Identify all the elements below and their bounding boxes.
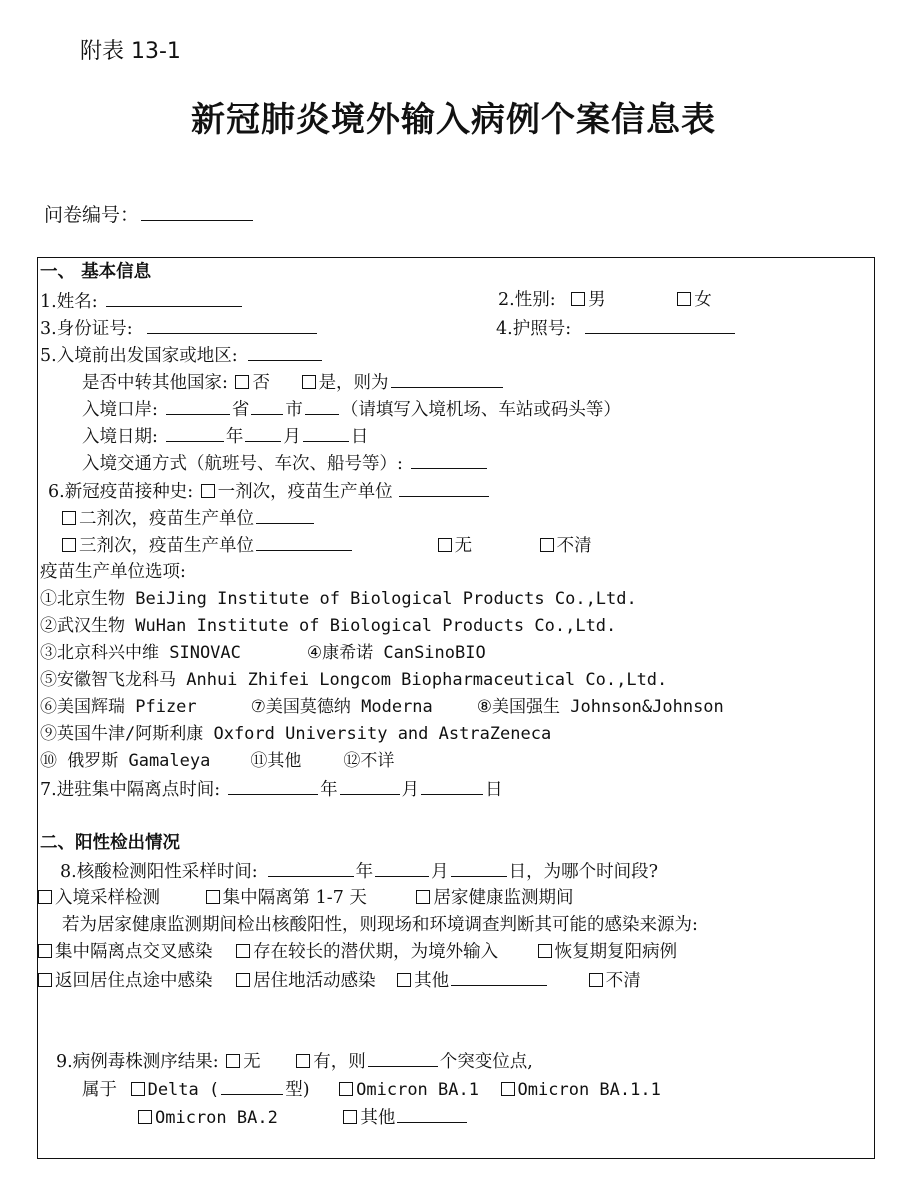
sample-month-label: 月: [431, 862, 449, 882]
quarantine-month-label: 月: [401, 780, 420, 800]
sequencing-yes-checkbox[interactable]: [296, 1054, 310, 1068]
recovery-repositive-label: 恢复期复阳病例: [554, 942, 678, 962]
omicron-ba11-label: Omicron BA.1.1: [517, 1080, 661, 1100]
section-positive-detection-heading: 二、阳性检出情况: [40, 833, 180, 853]
recovery-repositive-checkbox[interactable]: [538, 944, 552, 958]
manufacturer-option-12: ⑫不详: [343, 751, 395, 771]
female-checkbox[interactable]: [677, 292, 691, 306]
quarantine-day-field[interactable]: [421, 776, 483, 795]
manufacturer-option-row-10-12: [40, 749, 394, 773]
manufacturer-option-5: ⑤安徽智飞龙科马 Anhui Zhifei Longcom Biopharmaceutical Co.,Ltd.: [40, 670, 668, 690]
source-row-1: [38, 940, 677, 964]
manufacturer-option-6: ⑥美国辉瑞 Pfizer: [40, 697, 197, 717]
entry-test-checkbox[interactable]: [38, 890, 52, 904]
transport-row: [82, 450, 489, 476]
sample-year-field[interactable]: [268, 858, 354, 877]
local-infection-label: 居住地活动感染: [253, 971, 376, 991]
origin-row: [40, 342, 324, 368]
route-infection-label: 返回居住点途中感染: [55, 971, 213, 991]
section-basic-info-heading: 一、 基本信息: [40, 262, 152, 282]
vaccine-unclear-checkbox[interactable]: [540, 538, 554, 552]
delta-checkbox[interactable]: [131, 1082, 145, 1096]
id-field[interactable]: [147, 315, 317, 334]
passport-label: 4.护照号:: [496, 319, 572, 339]
port-city-field[interactable]: [251, 396, 283, 415]
sample-year-label: 年: [355, 862, 374, 882]
gender-label: 2.性别:: [498, 290, 556, 310]
province-label: 省: [231, 400, 250, 420]
male-checkbox[interactable]: [571, 292, 585, 306]
questionnaire-number: [44, 200, 255, 227]
infection-source-question: 若为居家健康监测期间检出核酸阳性，则现场和环境调查判断其可能的感染来源为:: [62, 915, 698, 935]
manufacturer-option-1: ①北京生物 BeiJing Institute of Biological Products Co.,Ltd.: [40, 589, 637, 609]
mutation-label: 个突变位点,: [439, 1052, 533, 1072]
transit-no-label: 否: [252, 373, 270, 393]
omicron-ba2-checkbox[interactable]: [138, 1110, 152, 1124]
sample-day-field[interactable]: [451, 858, 507, 877]
quarantine-day-label: 日: [485, 780, 503, 800]
passport-row: [496, 315, 737, 341]
vaccine-label: 6.新冠疫苗接种史:: [48, 482, 194, 502]
female-label: 女: [694, 290, 712, 310]
source-unclear-label: 不清: [605, 971, 641, 991]
dose3-label: 三剂次，疫苗生产单位: [79, 536, 254, 556]
manufacturer-option-3: ③北京科兴中维 SINOVAC: [40, 643, 241, 663]
manufacturer-option-7: ⑦美国莫德纳 Moderna: [250, 697, 433, 717]
home-monitor-checkbox[interactable]: [416, 890, 430, 904]
local-infection-checkbox[interactable]: [236, 973, 250, 987]
manufacturer-option-row-6-8: [40, 695, 724, 719]
month-label: 月: [283, 427, 301, 447]
source-other-label: 其他: [414, 971, 450, 991]
source-other-checkbox[interactable]: [397, 973, 411, 987]
dose2-label: 二剂次，疫苗生产单位: [79, 509, 254, 529]
quarantine-year-field[interactable]: [228, 776, 318, 795]
sequencing-label: 9.病例毒株测序结果:: [56, 1052, 219, 1072]
variant-row-1: [82, 1076, 661, 1102]
dose2-checkbox[interactable]: [62, 511, 76, 525]
manufacturer-option-9: ⑨英国牛津/阿斯利康 Oxford University and AstraZeneca: [40, 724, 552, 744]
entry-date-label: 入境日期:: [82, 427, 158, 447]
gender-row: [498, 288, 712, 312]
dose1-checkbox[interactable]: [201, 484, 215, 498]
omicron-ba1-checkbox[interactable]: [339, 1082, 353, 1096]
omicron-ba2-label: Omicron BA.2: [155, 1108, 278, 1128]
sequencing-row: [56, 1048, 533, 1074]
port-note: （请填写入境机场、车站或码头等）: [340, 400, 621, 420]
vaccine-none-checkbox[interactable]: [438, 538, 452, 552]
home-monitor-label: 居家健康监测期间: [433, 888, 574, 908]
variant-other-checkbox[interactable]: [343, 1110, 357, 1124]
name-row: [40, 288, 244, 314]
belongs-label: 属于: [82, 1080, 117, 1100]
sample-time-row: [60, 858, 658, 884]
quarantine-year-label: 年: [320, 780, 338, 800]
sample-time-label: 8.核酸检测阳性采样时间:: [60, 862, 258, 882]
entry-year-field[interactable]: [166, 423, 224, 442]
omicron-ba11-checkbox[interactable]: [501, 1082, 515, 1096]
quarantine-days-checkbox[interactable]: [206, 890, 220, 904]
source-row-2: [38, 967, 641, 993]
manufacturer-option-2: ②武汉生物 WuHan Institute of Biological Products Co.,Ltd.: [40, 616, 617, 636]
vaccine-none-label: 无: [454, 536, 473, 556]
sample-time-question: 日，为哪个时间段?: [508, 862, 658, 882]
cross-infection-label: 集中隔离点交叉感染: [55, 942, 213, 962]
transport-label: 入境交通方式（航班号、车次、船号等）:: [82, 454, 403, 474]
quarantine-days-label: 集中隔离第 1-7 天: [222, 888, 367, 908]
city-label: 市: [285, 400, 303, 420]
variant-other-field[interactable]: [397, 1104, 467, 1123]
sequencing-none-checkbox[interactable]: [226, 1054, 240, 1068]
mutation-count-field[interactable]: [368, 1048, 438, 1067]
manufacturer-option-row-3-4: [40, 641, 486, 665]
day-label: 日: [350, 427, 369, 447]
dose3-manufacturer-field[interactable]: [256, 532, 352, 551]
origin-field[interactable]: [248, 342, 322, 361]
sample-month-field[interactable]: [375, 858, 429, 877]
name-label: 1.姓名:: [40, 292, 98, 312]
dose3-row: [60, 532, 592, 558]
id-label: 3.身份证号:: [40, 319, 133, 339]
quarantine-month-field[interactable]: [340, 776, 400, 795]
manufacturer-option-10: ⑩ 俄罗斯 Gamaleya: [40, 751, 211, 771]
route-infection-checkbox[interactable]: [38, 973, 52, 987]
sequencing-yes-label: 有，则: [313, 1052, 366, 1072]
dose1-manufacturer-field[interactable]: [399, 478, 489, 497]
delta-type-label: 型): [285, 1080, 310, 1100]
transit-country-field[interactable]: [391, 369, 503, 388]
transport-field[interactable]: [411, 450, 487, 469]
dose2-manufacturer-field[interactable]: [256, 505, 314, 524]
dose2-row: [60, 505, 316, 531]
origin-label: 5.入境前出发国家或地区:: [40, 346, 238, 366]
sequencing-none-label: 无: [243, 1052, 261, 1072]
long-incubation-checkbox[interactable]: [236, 944, 250, 958]
id-row: [40, 315, 319, 341]
variant-row-2: [136, 1104, 469, 1130]
manufacturer-option-11: ⑪其他: [250, 751, 302, 771]
page-title: 新冠肺炎境外输入病例个案信息表: [191, 100, 716, 140]
delta-label: Delta (: [147, 1080, 220, 1100]
entry-date-row: [82, 423, 368, 449]
entry-month-field[interactable]: [245, 423, 281, 442]
transit-no-checkbox[interactable]: [235, 375, 249, 389]
manufacturer-option-8: ⑧美国强生 Johnson&Johnson: [476, 697, 724, 717]
long-incubation-label: 存在较长的潜伏期，为境外输入: [253, 942, 499, 962]
entry-test-label: 入境采样检测: [55, 888, 160, 908]
variant-other-label: 其他: [360, 1108, 396, 1128]
year-label: 年: [225, 427, 244, 447]
source-other-field[interactable]: [451, 967, 547, 986]
entry-day-field[interactable]: [303, 423, 349, 442]
appendix-label: 附表 13-1: [80, 39, 181, 64]
port-row: [82, 396, 621, 422]
delta-type-field[interactable]: [221, 1076, 283, 1095]
questionnaire-number-field[interactable]: [141, 202, 253, 221]
passport-field[interactable]: [585, 315, 735, 334]
dose3-checkbox[interactable]: [62, 538, 76, 552]
cross-infection-checkbox[interactable]: [38, 944, 52, 958]
manufacturer-option-4: ④康希诺 CanSinoBIO: [306, 643, 486, 663]
form-box: [37, 257, 875, 1159]
quarantine-row: [40, 776, 503, 802]
transit-label: 是否中转其他国家:: [82, 373, 228, 393]
dose1-label: 一剂次，疫苗生产单位: [217, 482, 393, 502]
name-field[interactable]: [106, 288, 242, 307]
vaccine-unclear-label: 不清: [556, 536, 592, 556]
transit-row: [82, 369, 505, 395]
male-label: 男: [588, 290, 606, 310]
transit-yes-label: 是，则为: [318, 373, 389, 393]
quarantine-label: 7.进驻集中隔离点时间:: [40, 780, 221, 800]
transit-yes-checkbox[interactable]: [302, 375, 316, 389]
questionnaire-label: 问卷编号：: [44, 204, 140, 226]
port-name-field[interactable]: [305, 396, 339, 415]
sample-period-row: [38, 886, 573, 910]
source-unclear-checkbox[interactable]: [589, 973, 603, 987]
omicron-ba1-label: Omicron BA.1: [356, 1080, 479, 1100]
vaccine-row: [48, 478, 491, 504]
manufacturer-options-label: 疫苗生产单位选项:: [40, 562, 186, 582]
port-province-field[interactable]: [166, 396, 230, 415]
port-label: 入境口岸:: [82, 400, 158, 420]
